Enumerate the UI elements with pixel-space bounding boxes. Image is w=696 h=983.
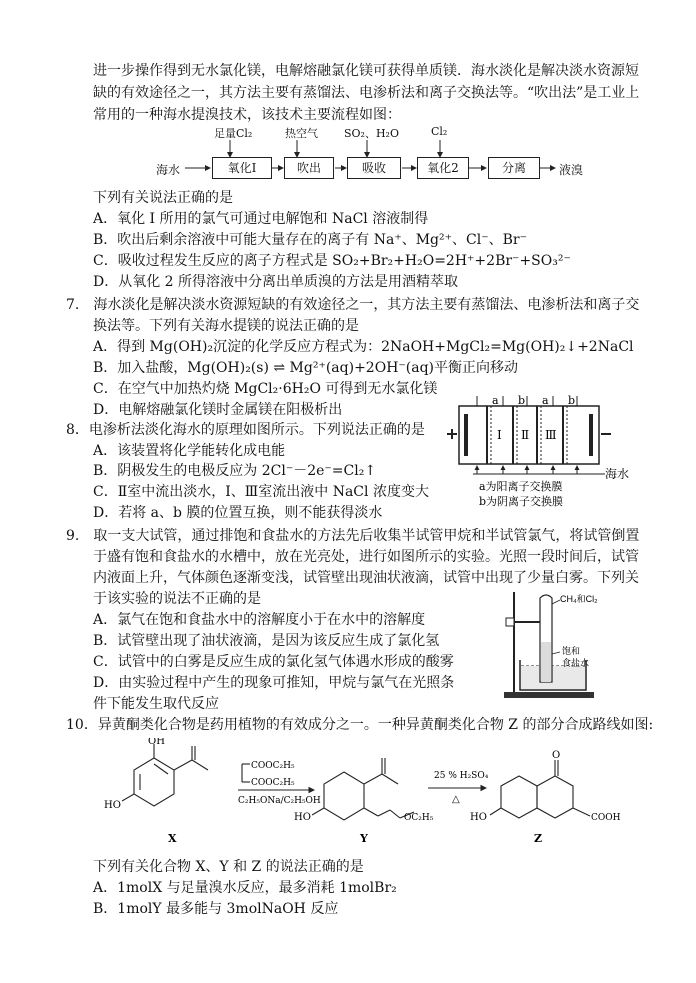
seawater-inlet-label: 海水 (605, 467, 630, 481)
synthesis-scheme (104, 738, 664, 848)
reaction-condition-2: 25 % H₂SO₄ (434, 771, 489, 781)
flow-top-label-2: 热空气 (285, 127, 318, 140)
q9-option-a: A．氯气在饱和食盐水中的溶解度小于在水中的溶解度 (93, 612, 426, 628)
reagent-ester-1: COOC₂H₅ (251, 761, 295, 771)
q10-option-a: A．1molX 与足量溴水反应，最多消耗 1molBr₂ (93, 880, 397, 896)
compound-z-label: Z (534, 832, 543, 845)
intro-line-2: 缺的有效途径之一，其方法主要有蒸馏法、电渗析法和离子交换法等。“吹出法”是工业上 (93, 85, 640, 101)
flow-step-oxidation-1: 氧化Ⅰ (212, 157, 272, 179)
q9-stem-line-3: 内液面上升，气体颜色逐渐变浅，试管壁出现油状液滴，试管中出现了少量白雾。下列关 (93, 570, 639, 586)
compound-x-label: X (168, 832, 177, 845)
q6-option-a: A．氧化 Ⅰ 所用的氯气可通过电解饱和 NaCl 溶液制得 (93, 211, 429, 227)
q8-option-c: C．Ⅱ室中流出淡水，Ⅰ、Ⅲ室流出液中 NaCl 浓度变大 (93, 484, 429, 500)
q7-option-a: A．得到 Mg(OH)₂沉淀的化学反应方程式为：2NaOH+MgCl₂=Mg(OH)₂↓+2NaCl (93, 339, 634, 355)
flow-step-separate: 分离 (488, 157, 540, 179)
z-ho-label: HO (470, 812, 487, 823)
q9-stem-line-4: 于该实验的说法不正确的是 (93, 591, 261, 607)
intro-line-3: 常用的一种海水提溴技术，该技术主要流程如图： (93, 107, 401, 123)
saline-label-1: 饱和 (562, 646, 581, 656)
membrane-label-a2: a (542, 394, 549, 407)
q7-option-c: C．在空气中加热灼烧 MgCl₂·6H₂O 可得到无水氯化镁 (93, 381, 438, 397)
q9-option-d-line-1: D．由实验过程中产生的现象可推知，甲烷与氯气在光照条 (93, 675, 455, 691)
chamber-3-label: Ⅲ (545, 428, 557, 442)
q9-option-d-line-2: 件下能发生取代反应 (93, 696, 219, 712)
y-ethoxy-label: OC₂H₅ (404, 813, 434, 823)
q10-question: 下列有关化合物 X、Y 和 Z 的说法正确的是 (93, 859, 364, 875)
reagent-ester-2: COOC₂H₅ (251, 778, 295, 788)
q7-stem-line-1: 7. 海水淡化是解决淡水资源短缺的有效途径之一，其方法主要有蒸馏法、电渗析法和离子交 (66, 297, 640, 313)
q6-option-b: B．吹出后剩余溶液中可能大量存在的离子有 Na⁺、Mg²⁺、Cl⁻、Br⁻ (93, 232, 527, 248)
electrodialysis-figure (437, 394, 635, 510)
reaction-condition-1: C₂H₅ONa/C₂H₅OH (238, 796, 321, 806)
compound-y-label: Y (360, 832, 368, 845)
q8-option-b: B．阴极发生的电极反应为 2Cl⁻－2e⁻=Cl₂↑ (93, 463, 377, 479)
chamber-2-label: Ⅱ (521, 428, 530, 442)
legend-b-membrane: b为阴离子交换膜 (479, 495, 564, 508)
saline-label-2: 食盐水 (562, 658, 590, 668)
y-ho-label: HO (294, 812, 311, 823)
flow-step-oxidation-2: 氧化2 (417, 157, 469, 179)
z-cooh-label: COOH (591, 813, 621, 823)
q9-option-b: B．试管壁出现了油状液滴，是因为该反应生成了氯化氢 (93, 633, 440, 649)
chamber-1-label: Ⅰ (497, 428, 502, 442)
q10-stem: 10．异黄酮类化合物是药用植物的有效成分之一。一种异黄酮类化合物 Z 的部分合成路线如图: (66, 717, 654, 733)
q9-stem-line-1: 9. 取一支大试管，通过排饱和食盐水的方法先后收集半试管甲烷和半试管氯气，将试管倒置 (66, 528, 640, 544)
flow-step-blow: 吹出 (284, 157, 334, 179)
x-oh-label: OH (148, 738, 165, 747)
q9-stem-line-2: 于盛有饱和食盐水的水槽中，放在光亮处，进行如图所示的实验。光照一段时间后，试管 (93, 549, 639, 565)
q9-option-c: C．试管中的白雾是反应生成的氯化氢气体遇水形成的酸雾 (93, 654, 454, 670)
flow-top-label-3: SO₂、H₂O (344, 127, 399, 140)
q7-option-d: D．电解熔融氯化镁时金属镁在阳极析出 (93, 402, 343, 418)
q6-option-c: C．吸收过程发生反应的离子方程式是 SO₂+Br₂+H₂O=2H⁺+2Br⁻+SO₃²⁻ (93, 253, 571, 269)
tube-gas-label: CH₄和Cl₂ (560, 594, 598, 604)
q8-stem: 8．电渗析法淡化海水的原理如图所示。下列说法正确的是 (66, 422, 425, 438)
flow-step-absorb: 吸收 (347, 157, 401, 179)
flow-top-label-1: 足量Cl₂ (214, 127, 253, 140)
z-carbonyl-o: O (552, 750, 561, 761)
legend-a-membrane: a为阳离子交换膜 (479, 480, 563, 493)
q7-stem-line-2: 换法等。下列有关海水提镁的说法正确的是 (93, 318, 359, 334)
heat-symbol: △ (452, 794, 460, 805)
q6-option-d: D．从氧化 2 所得溶液中分离出单质溴的方法是用酒精萃取 (93, 274, 459, 290)
q8-option-d: D．若将 a、b 膜的位置互换，则不能获得淡水 (93, 505, 383, 521)
flow-start: 海水 (156, 163, 181, 177)
flow-end: 液溴 (559, 163, 584, 177)
membrane-label-a1: a (492, 394, 499, 407)
q6-stem: 下列有关说法正确的是 (93, 190, 233, 206)
q8-option-a: A．该装置将化学能转化成电能 (93, 443, 286, 459)
flow-top-label-4: Cl₂ (431, 125, 448, 138)
x-ho-label: HO (104, 800, 121, 811)
membrane-label-b1: b (518, 394, 526, 407)
test-tube-apparatus-figure (498, 590, 646, 702)
membrane-label-b2: b (568, 394, 576, 407)
intro-line-1: 进一步操作得到无水氯化镁，电解熔融氯化镁可获得单质镁．海水淡化是解决淡水资源短 (93, 63, 639, 79)
q10-option-b: B．1molY 最多能与 3molNaOH 反应 (93, 901, 339, 917)
q7-option-b: B．加入盐酸，Mg(OH)₂(s) ⇌ Mg²⁺(aq)+2OH⁻(aq)平衡正向移动 (93, 360, 519, 376)
